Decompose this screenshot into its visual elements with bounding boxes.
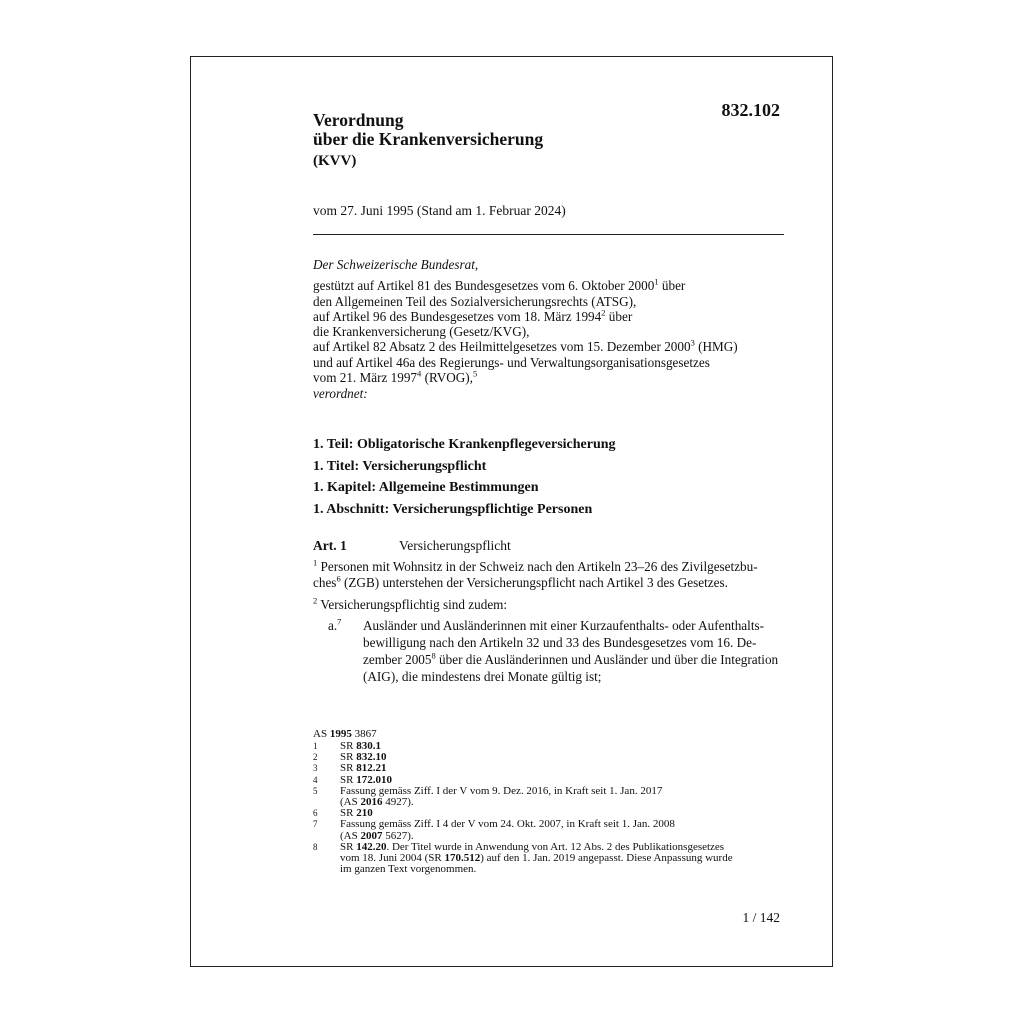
list-item <box>328 617 784 685</box>
article-paragraph-2: $^2$ Versicherungspflichtig sind zudem: <box>313 595 508 612</box>
title-line-2: über die Krankenversicherung <box>313 129 544 149</box>
footnote: 1 SR 830.1 <box>313 740 381 752</box>
preamble-closing: verordnet: <box>313 386 368 402</box>
preamble <box>313 257 784 402</box>
title-abbreviation: (KVV) <box>313 153 357 169</box>
preamble-line: die Krankenversicherung (Gesetz/KVG), <box>313 324 530 340</box>
as-reference: AS 1995 3867 <box>313 728 377 740</box>
section-headings <box>313 434 616 520</box>
preamble-intro: Der Schweizerische Bundesrat, <box>313 257 479 272</box>
article-heading <box>313 538 511 554</box>
heading-kapitel: 1. Kapitel: Allgemeine Bestimmungen <box>313 480 539 495</box>
article-title: Versicherungspflicht <box>399 538 511 553</box>
preamble-line: und auf Artikel 46a des Regierungs- und Verwaltungsorganisationsgesetzes <box>313 354 710 370</box>
preamble-line: gestützt auf Artikel 81 des Bundesgesetzes vom 6. Oktober 2000$^1$ über <box>313 276 686 294</box>
list-item-text: Ausländer und Ausländerinnen mit einer Kurzaufenthalts- oder Aufenthalts- bewilligung nach den Artikeln 32 und 33 des Bundesgesetzes vom 16. De- zember 2005$^8$ über die Ausländerinnen und Ausländer und über die Integration (AIG), die mindestens drei Monate gültig ist; <box>363 618 779 684</box>
article-number: Art. 1 <box>313 538 347 553</box>
document-date: vom 27. Juni 1995 (Stand am 1. Februar 2024) <box>313 203 566 218</box>
heading-abschnitt: 1. Abschnitt: Versicherungspflichtige Personen <box>313 501 593 517</box>
footnote: 6 SR 210 <box>313 807 373 820</box>
footnote: 3 SR 812.21 <box>313 762 387 775</box>
preamble-line: auf Artikel 96 des Bundesgesetzes vom 18. März 1994$^2$ über <box>313 307 633 324</box>
heading-teil: 1. Teil: Obligatorische Krankenpflegeversicherung <box>313 437 616 452</box>
preamble-line: vom 21. März 1997$^4$ (RVOG),$^5$ <box>313 368 478 386</box>
footnote: 8 SR 142.20. Der Titel wurde in Anwendung von Art. 12 Abs. 2 des Publikationsgesetzes vom 18. Juni 2004 (SR 170.512) auf den 1. Jan. 2019 angepasst. Diese Anpassung wurde im ganzen Text vorgenommen. <box>313 840 733 876</box>
article-paragraph-1: $^1$ Personen mit Wohnsitz in der Schweiz nach den Artikeln 23–26 des Zivilgesetzbu- ches$^6$ (ZGB) unterstehen der Versicherungspflicht nach Artikel 3 des Gesetzes. <box>313 557 758 590</box>
document-title <box>313 111 543 171</box>
footnote: 2 SR 832.10 <box>313 751 387 764</box>
footnotes <box>313 741 793 875</box>
page-number: 1 / 142 <box>742 910 780 925</box>
preamble-line: den Allgemeinen Teil des Sozialversicherungsrechts (ATSG), <box>313 293 637 309</box>
heading-titel: 1. Titel: Versicherungspflicht <box>313 458 487 474</box>
footnote: 5 Fassung gemäss Ziff. I der V vom 9. Dez. 2016, in Kraft seit 1. Jan. 2017 (AS 2016 4927). <box>313 784 663 809</box>
footnote: 7 Fassung gemäss Ziff. I 4 der V vom 24. Okt. 2007, in Kraft seit 1. Jan. 2008 (AS 2007 5627). <box>313 818 675 842</box>
sr-number: 832.102 <box>721 100 780 120</box>
footnote: 4 SR 172.010 <box>313 773 392 786</box>
preamble-line: auf Artikel 82 Absatz 2 des Heilmittelgesetzes vom 15. Dezember 2000$^3$ (HMG) <box>313 338 738 355</box>
document-page <box>190 56 833 967</box>
list-item-label: a.$^7$ <box>328 616 342 633</box>
header-divider <box>313 234 784 235</box>
title-line-1: Verordnung <box>313 110 404 130</box>
